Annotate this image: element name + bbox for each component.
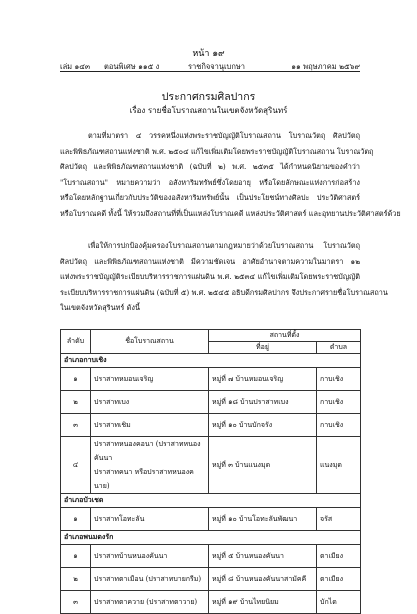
- col-header-number: ลำดับ: [61, 330, 91, 354]
- row-number: ๒: [61, 568, 91, 591]
- col-header-name: ชื่อโบราณสถาน: [91, 330, 209, 354]
- table-row: [61, 508, 361, 531]
- table-row: [61, 437, 361, 494]
- col-header-subdistrict: ตำบล: [317, 342, 361, 354]
- monument-address: หมู่ที่ ๗ บ้านหมอนเจริญ: [209, 368, 317, 391]
- monument-name-line: ปราสาทตาควาย (ปราสาทตาวาย): [94, 598, 198, 606]
- monument-address: หมู่ที่ ๓ บ้านแนงมุด: [209, 437, 317, 494]
- monument-address: หมู่ที่ ๑๐ บ้านบักจรัง: [209, 414, 317, 437]
- announcement-subject: เรื่อง รายชื่อโบราณสถานในเขตจังหวัดสุรินทร์: [129, 106, 288, 115]
- monument-subdistrict: กาบเชิง: [317, 391, 361, 414]
- row-number: ๑: [61, 368, 91, 391]
- table-row: [61, 368, 361, 391]
- monument-name: [91, 508, 209, 531]
- district-row: [61, 354, 361, 368]
- announcement-title: ประกาศกรมศิลปากร: [161, 91, 256, 103]
- monument-address: หมู่ที่ ๑๘ บ้านปราสาทเบง: [209, 391, 317, 414]
- monument-name-line: ปราสาทเบง: [94, 398, 130, 406]
- monument-subdistrict: กาบเชิง: [317, 368, 361, 391]
- row-number: ๑: [61, 545, 91, 568]
- monument-address: หมู่ที่ ๘ บ้านหนองคันนาสามัคคี: [209, 568, 317, 591]
- paragraph-line: ศิลปวัตถุ และพิพิธภัณฑสถานแห่งชาติ (ฉบับที่ ๒) พ.ศ. ๒๕๓๕ ได้กำหนดนิยามของคำว่า: [60, 162, 360, 172]
- table-row: [61, 591, 361, 614]
- row-number: ๒: [61, 391, 91, 414]
- district-row: [61, 531, 361, 545]
- monument-subdistrict: กาบเชิง: [317, 414, 361, 437]
- publish-date: ๑๑ พฤษภาคม ๒๕๖๙: [291, 62, 360, 71]
- monument-name-line: ปราสาทคนา หรือปราสาทหนองคนาย): [94, 468, 194, 490]
- monument-name: [91, 391, 209, 414]
- paragraph-definition: [60, 128, 401, 222]
- table-row: [61, 568, 361, 591]
- paragraph-line: หรือโบราณคดี ทั้งนี้ ให้รวมถึงสถานที่ที่เป็นแหล่งโบราณคดี แหล่งประวัติศาสตร์ และอุทยานประวัติศาสตร์ด้วย: [60, 208, 401, 218]
- monument-name: [91, 414, 209, 437]
- paragraph-line: ในเขตจังหวัดสุรินทร์ ดังนี้: [60, 303, 140, 313]
- paragraph-line: ศิลปวัตถุ และพิพิธภัณฑสถานแห่งชาติ มีความชัดเจน อาศัยอำนาจตามความในมาตรา ๑๒: [60, 256, 360, 266]
- col-header-location: สถานที่ตั้ง: [209, 330, 361, 342]
- paragraph-line: ตามที่มาตรา ๔ วรรคหนึ่งแห่งพระราชบัญญัติโบราณสถาน โบราณวัตถุ ศิลปวัตถุ: [88, 131, 360, 140]
- monument-address: หมู่ที่ ๕ บ้านหนองคันนา: [209, 545, 317, 568]
- page-number: หน้า ๑๙: [192, 49, 225, 59]
- monument-subdistrict: ตาเมียง: [317, 545, 361, 568]
- table-body: [61, 354, 361, 614]
- monument-name: [91, 368, 209, 391]
- paragraph-line: แห่งพระราชบัญญัติระเบียบบริหารราชการแผ่นดิน พ.ศ. ๒๕๓๔ แก้ไขเพิ่มเติมโดยพระราชบัญญัติ: [60, 272, 360, 282]
- monument-name: [91, 437, 209, 494]
- paragraph-line: เพื่อให้การปกป้องคุ้มครองโบราณสถานตามกฎหมายว่าด้วยโบราณสถาน โบราณวัตถุ: [88, 241, 360, 250]
- district-name: อำเภอพนมดงรัก: [61, 531, 361, 545]
- district-row: [61, 494, 361, 508]
- monument-name-line: ปราสาทหนองคอนา (ปราสาทหนองคันนา: [94, 440, 201, 462]
- header-divider: [60, 71, 360, 72]
- table-row: [61, 391, 361, 414]
- row-number: ๔: [61, 437, 91, 494]
- paragraph-line: หรือโดยหลักฐานเกี่ยวกับประวัติของอสังหาริมทรัพย์นั้น เป็นประโยชน์ทางศิลปะ ประวัติศาสตร์: [60, 193, 360, 203]
- monument-name-line: ปราสาทโอทะลัน: [94, 515, 145, 523]
- section-label: ตอนพิเศษ ๑๑๕ ง: [104, 62, 160, 71]
- district-name: อำเภอกาบเชิง: [61, 354, 361, 368]
- monument-name-line: ปราสาทหมอนเจริญ: [94, 375, 154, 383]
- monument-subdistrict: จรัส: [317, 508, 361, 531]
- district-name: อำเภอบัวเชด: [61, 494, 361, 508]
- monument-name-line: ปราสาทเชิม: [94, 421, 131, 429]
- monument-subdistrict: แนงมุด: [317, 437, 361, 494]
- row-number: ๓: [61, 591, 91, 614]
- monument-name: [91, 591, 209, 614]
- monument-address: หมู่ที่ ๑๙ บ้านไทยนิยม: [209, 591, 317, 614]
- monument-name-line: ปราสาทบ้านหนองคันนา: [94, 552, 168, 560]
- paragraph-line: "โบราณสถาน" หมายความว่า อสังหาริมทรัพย์ซึ่งโดยอายุ หรือโดยลักษณะแห่งการก่อสร้าง: [60, 177, 360, 187]
- monument-subdistrict: ตาเมียง: [317, 568, 361, 591]
- paragraph-line: ระเบียบบริหารราชการแผ่นดิน (ฉบับที่ ๕) พ.ศ. ๒๕๔๕ อธิบดีกรมศิลปากร จึงประกาศรายชื่อโบราณสถาน: [60, 287, 388, 297]
- gazette-name: ราชกิจจานุเบกษา: [188, 62, 246, 71]
- monument-name-line: ปราสาทตาเมือน (ปราสาทบายกรีม): [94, 575, 202, 583]
- monument-address: หมู่ที่ ๑๐ บ้านโอทะลันพัฒนา: [209, 508, 317, 531]
- table-row: [61, 414, 361, 437]
- paragraph-line: และพิพิธภัณฑสถานแห่งชาติ พ.ศ. ๒๕๐๔ แก้ไขเพิ่มเติมโดยพระราชบัญญัติโบราณสถาน โบราณวัตถุ: [60, 146, 374, 156]
- paragraph-authority: [60, 238, 388, 316]
- row-number: ๓: [61, 414, 91, 437]
- monument-name: [91, 568, 209, 591]
- row-number: ๑: [61, 508, 91, 531]
- col-header-address: ที่อยู่: [209, 342, 317, 354]
- monument-subdistrict: บักได: [317, 591, 361, 614]
- monument-name: [91, 545, 209, 568]
- table-row: [61, 545, 361, 568]
- monument-table: [60, 329, 361, 614]
- volume-label: เล่ม ๑๔๓: [60, 62, 91, 71]
